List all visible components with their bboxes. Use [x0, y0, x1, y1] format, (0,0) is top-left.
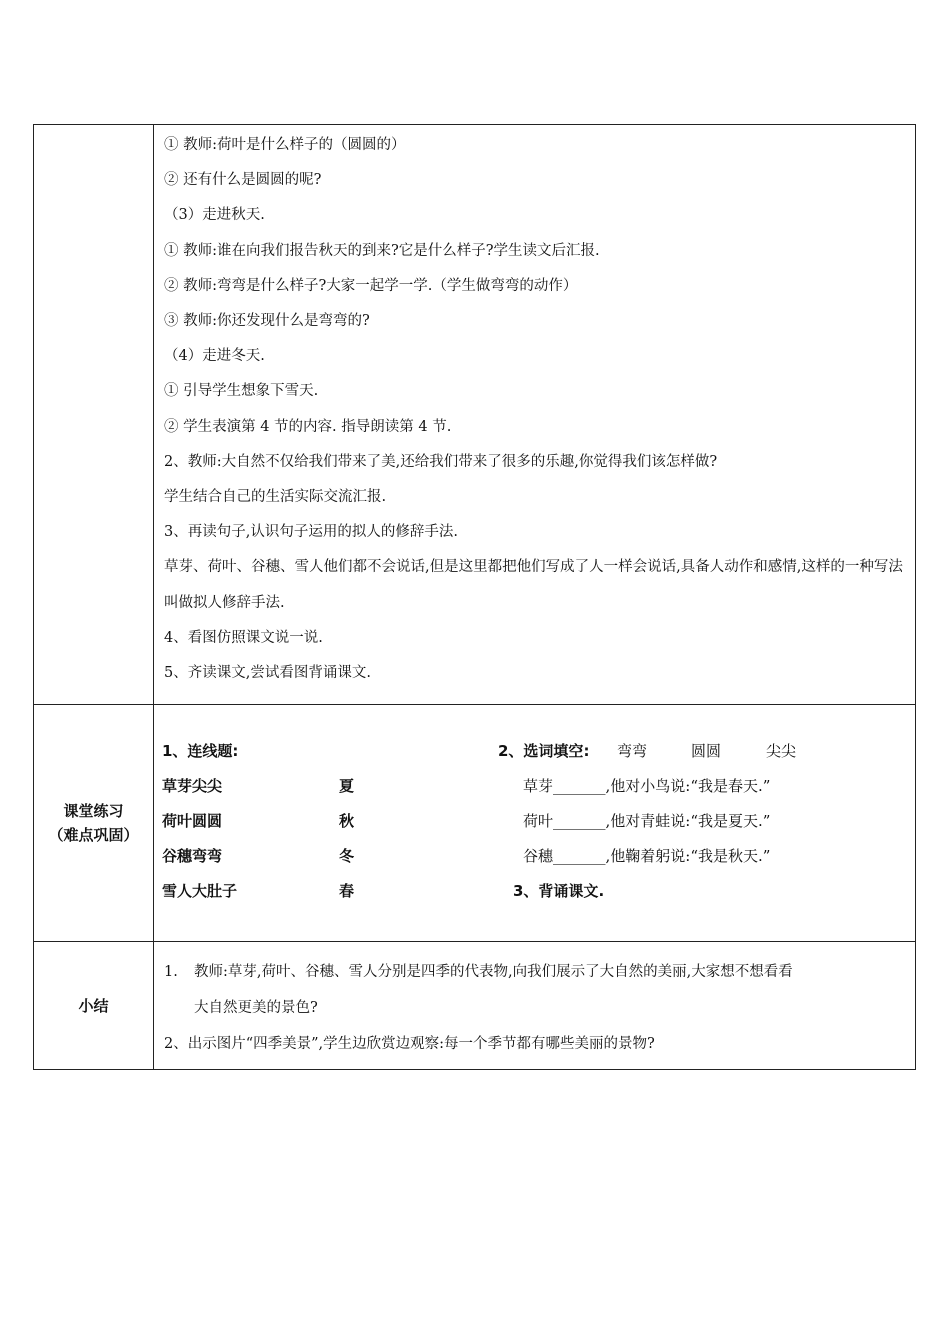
exercise-row — [34, 705, 916, 942]
exercise-label: 课堂练习 — [63, 802, 124, 820]
lesson-plan-table — [33, 124, 916, 1070]
exercise-sublabel: （难点巩固） — [48, 826, 139, 844]
process-label-cell — [34, 125, 154, 705]
summary-label-cell — [34, 942, 154, 1070]
exercise-label-cell — [34, 705, 154, 942]
summary-item-number: 1. — [164, 964, 178, 980]
fill-sentence: 荷叶_______,他对青蛙说:“我是夏天.” — [523, 812, 771, 830]
process-line: （3）走进秋天. — [164, 207, 265, 224]
process-steps — [154, 125, 915, 691]
process-line: ② 还有什么是圆圆的呢? — [164, 172, 322, 189]
process-line: ③ 教师:你还发现什么是弯弯的? — [164, 313, 370, 330]
exercise-content-cell — [154, 705, 916, 942]
match-title: 1、连线题: — [162, 742, 239, 760]
fill-word: 弯弯 — [617, 742, 648, 760]
process-line: ① 引导学生想象下雪天. — [164, 383, 319, 400]
match-right-item: 夏 — [339, 777, 355, 795]
match-right-item: 秋 — [339, 812, 355, 830]
process-line: ① 教师:荷叶是什么样子的（圆圆的） — [164, 137, 406, 153]
match-right-item: 冬 — [339, 847, 355, 865]
process-line: ① 教师:谁在向我们报告秋天的到来?它是什么样子?学生读文后汇报. — [164, 242, 600, 259]
summary-item — [164, 954, 907, 990]
summary-item: 2、出示图片“四季美景”,学生边欣赏边观察:每一个季节都有哪些美丽的景物? — [164, 1036, 655, 1052]
match-left-item: 谷穗弯弯 — [162, 847, 223, 865]
summary-row — [34, 942, 916, 1070]
process-line: 2、教师:大自然不仅给我们带来了美,还给我们带来了很多的乐趣,你觉得我们该怎样做? — [164, 453, 718, 470]
summary-content-cell — [154, 942, 916, 1070]
process-row — [34, 125, 916, 705]
summary-label: 小结 — [78, 996, 109, 1015]
fill-word: 尖尖 — [766, 742, 797, 760]
match-left-item: 草芽尖尖 — [162, 777, 223, 795]
fill-sentence: 谷穗_______,他鞠着躬说:“我是秋天.” — [523, 847, 771, 865]
match-left-item: 荷叶圆圆 — [162, 812, 223, 830]
fill-title: 2、选词填空: — [498, 742, 590, 760]
summary-item-continued: 大自然更美的景色? — [194, 1000, 318, 1016]
recite-task: 3、背诵课文. — [513, 882, 605, 900]
process-line: 5、齐读课文,尝试看图背诵课文. — [164, 665, 371, 682]
process-line: ② 教师:弯弯是什么样子?大家一起学一学.（学生做弯弯的动作） — [164, 277, 578, 294]
summary-item-text: 教师:草芽,荷叶、谷穗、雪人分别是四季的代表物,向我们展示了大自然的美丽,大家想不想看看 — [194, 964, 793, 980]
process-line: （4）走进冬天. — [164, 348, 265, 365]
match-right-item: 春 — [339, 882, 355, 900]
process-line: 4、看图仿照课文说一说. — [164, 629, 323, 646]
fill-word: 圆圆 — [691, 742, 722, 760]
summary-list — [154, 942, 915, 1062]
fill-sentence: 草芽_______,他对小鸟说:“我是春天.” — [523, 777, 771, 795]
process-line: 草芽、荷叶、谷穗、雪人他们都不会说话,但是这里都把他们写成了人一样会说话,具备人动作和感情,这样的一种写法叫做拟人修辞手法. — [164, 559, 903, 611]
process-line: ② 学生表演第 4 节的内容. 指导朗读第 4 节. — [164, 418, 452, 435]
process-content-cell — [154, 125, 916, 705]
process-line: 3、再读句子,认识句子运用的拟人的修辞手法. — [164, 524, 458, 541]
process-line: 学生结合自己的生活实际交流汇报. — [164, 489, 387, 506]
match-left-item: 雪人大肚子 — [162, 882, 238, 900]
